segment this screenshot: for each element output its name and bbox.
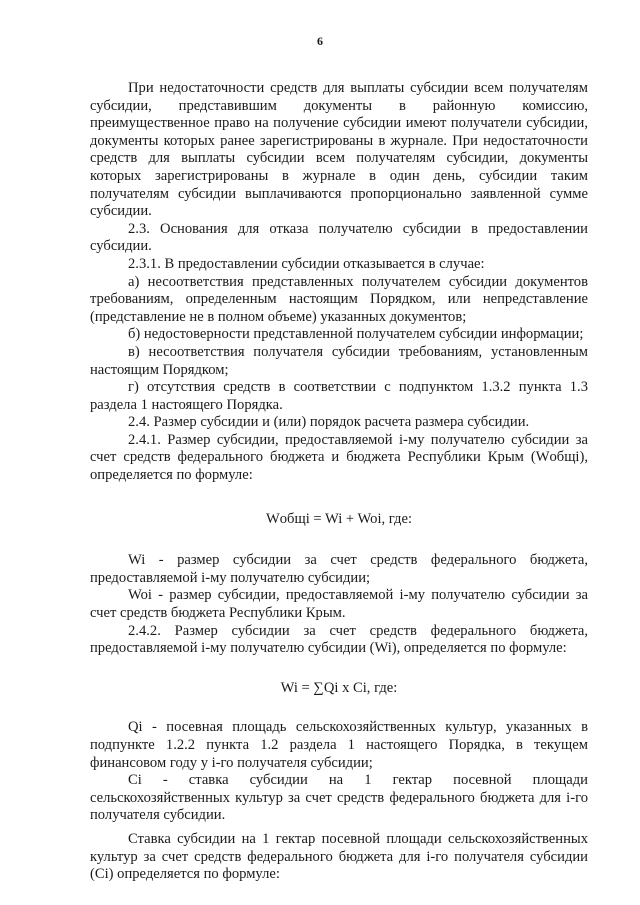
section-2-3-heading: 2.3. Основания для отказа получателю субсидии в предоставлении субсидии.	[90, 220, 588, 255]
definition-ci: Ci - ставка субсидии на 1 гектар посевной площади сельскохозяйственных культур за счет средств федерального бюджета для i-го получателя субсидии.	[90, 772, 588, 824]
definition-wi: Wi - размер субсидии за счет средств федерального бюджета, предоставляемой i-му получателю субсидии;	[90, 552, 588, 586]
formula-total-subsidy: Wобщi = Wi + Woi, где:	[265, 510, 413, 527]
section-2-4-1: 2.4.1. Размер субсидии, предоставляемой i-му получателю субсидии за счет средств федерального бюджета и бюджета Республики Крым (Wобщi), определяется по формуле:	[90, 431, 588, 484]
section-2-3-1: 2.3.1. В предоставлении субсидии отказывается в случае:	[128, 255, 485, 272]
section-2-4-2: 2.4.2. Размер субсидии за счет средств федерального бюджета, предоставляемой i-му получателю субсидии (Wi), определяется по формуле:	[90, 622, 588, 657]
definition-woi: Woi - размер субсидии, предоставляемой i-му получателю субсидии за счет средств бюджета Республики Крым.	[90, 587, 588, 622]
list-item-b: б) недостоверности представленной получателем субсидии информации;	[128, 326, 584, 343]
page-number: 6	[317, 34, 323, 48]
section-2-4-heading: 2.4. Размер субсидии и (или) порядок расчета размера субсидии.	[128, 414, 530, 431]
list-item-v: в) несоответствия получателя субсидии требованиям, установленным настоящим Порядком;	[90, 343, 588, 378]
list-item-a: а) несоответствия представленных получателем субсидии документов требованиям, определенным настоящим Порядком, или непредставление (представление не в полном объеме) указанных документов;	[90, 273, 588, 325]
list-item-g: г) отсутствия средств в соответствии с подпунктом 1.3.2 пункта 1.3 раздела 1 настоящего Порядка.	[90, 379, 588, 413]
definition-qi: Qi - посевная площадь сельскохозяйственных культур, указанных в подпункте 1.2.2 пункта 1.2 раздела 1 настоящего Порядка, в текущем финансовом году у i-го получателя субсидии;	[90, 719, 588, 771]
paragraph-rate-formula-intro: Ставка субсидии на 1 гектар посевной площади сельскохозяйственных культур за счет средств федерального бюджета для i-го получателя субсидии (Ci) определяется по формуле:	[90, 830, 588, 883]
paragraph-insufficient-funds: При недостаточности средств для выплаты субсидии всем получателям субсидии, представившим документы в районную комиссию, преимущественное право на получение субсидии имеют получатели субсидии, документы которых ранее зарегистрированы в журнале. При недостаточности средств для выплаты субсидии всем получателям субсидии, документы которых зарегистрированы в журнале в один день, субсидии таким получателям субсидии выплачиваются пропорционально заявленной сумме субсидии.	[90, 80, 588, 220]
formula-federal-subsidy: Wi = ∑Qi x Ci, где:	[280, 679, 398, 696]
document-body	[90, 80, 588, 884]
